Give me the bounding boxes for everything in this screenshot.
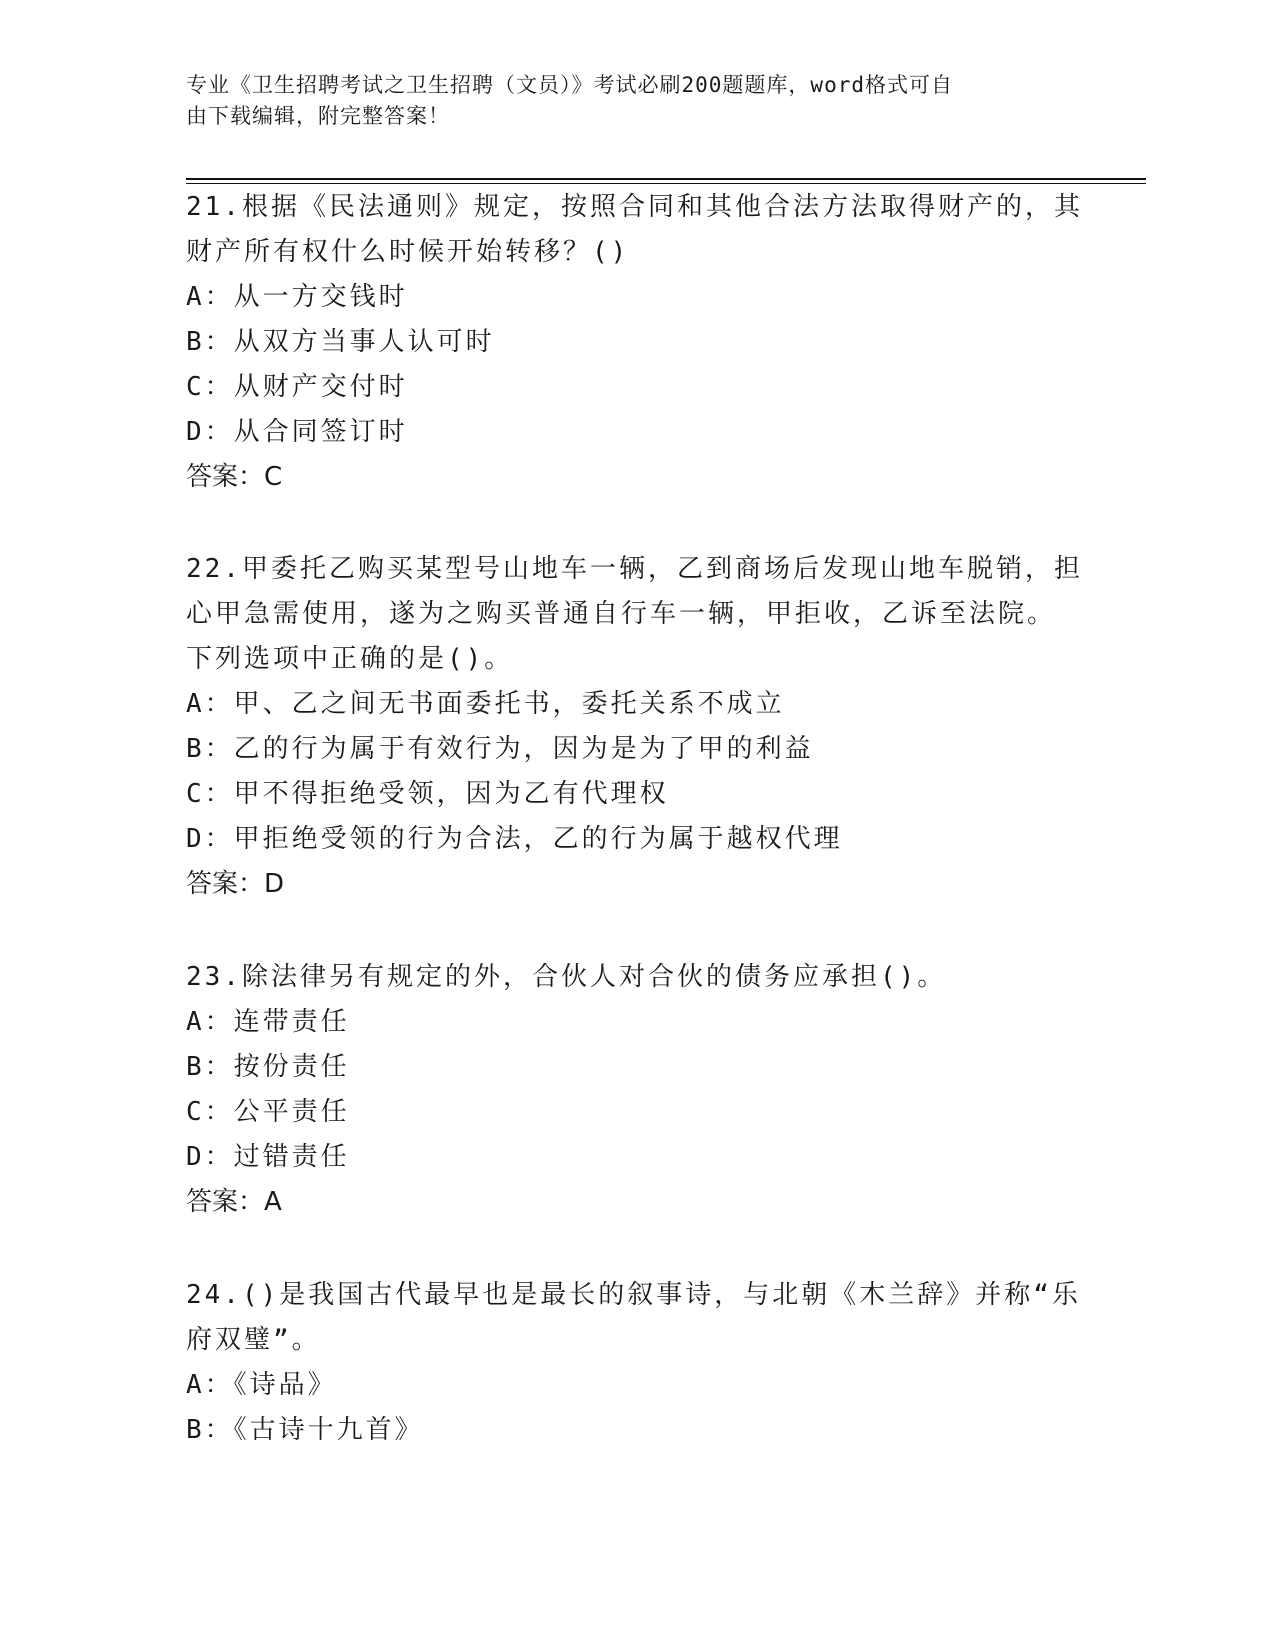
header-divider	[186, 178, 1146, 184]
question-stem-line: 24.()是我国古代最早也是最长的叙事诗，与北朝《木兰辞》并称“乐	[186, 1280, 1081, 1310]
option-a: A：甲、乙之间无书面委托书，委托关系不成立	[186, 689, 785, 719]
option-a: A：从一方交钱时	[186, 282, 408, 312]
answer: 答案：C	[186, 462, 283, 492]
option-c: C：公平责任	[186, 1097, 350, 1127]
answer: 答案：A	[186, 1187, 282, 1217]
option-d: D：甲拒绝受领的行为合法，乙的行为属于越权代理	[186, 824, 843, 854]
option-b: B：从双方当事人认可时	[186, 327, 495, 357]
question-24	[186, 1273, 1146, 1453]
document-header	[186, 70, 1146, 132]
option-d: D：从合同签订时	[186, 417, 408, 447]
answer: 答案：D	[186, 869, 285, 899]
option-c: C：从财产交付时	[186, 372, 408, 402]
option-a: A：连带责任	[186, 1007, 350, 1037]
question-stem-line: 21.根据《民法通则》规定，按照合同和其他合法方法取得财产的，其	[186, 192, 1083, 222]
question-21	[186, 185, 1146, 500]
question-stem-line: 下列选项中正确的是()。	[186, 644, 514, 674]
divider-thick-line	[186, 178, 1146, 180]
option-b: B：按份责任	[186, 1052, 350, 1082]
option-d: D：过错责任	[186, 1142, 350, 1172]
header-line-1: 专业《卫生招聘考试之卫生招聘（文员）》考试必刷200题题库，word格式可自	[186, 73, 953, 97]
question-stem-line: 22.甲委托乙购买某型号山地车一辆，乙到商场后发现山地车脱销，担	[186, 554, 1083, 584]
divider-thin-line	[186, 183, 1146, 184]
option-b: B：《古诗十九首》	[186, 1415, 424, 1445]
question-stem-line: 府双璧”。	[186, 1325, 321, 1355]
option-a: A：《诗品》	[186, 1370, 337, 1400]
question-stem-line: 财产所有权什么时候开始转移？()	[186, 237, 630, 267]
header-line-2: 由下载编辑，附完整答案！	[186, 104, 450, 128]
question-stem-line: 心甲急需使用，遂为之购买普通自行车一辆，甲拒收，乙诉至法院。	[186, 599, 1057, 629]
question-23	[186, 955, 1146, 1225]
question-stem-line: 23.除法律另有规定的外，合伙人对合伙的债务应承担()。	[186, 962, 947, 992]
option-c: C：甲不得拒绝受领，因为乙有代理权	[186, 779, 669, 809]
option-b: B：乙的行为属于有效行为，因为是为了甲的利益	[186, 734, 814, 764]
question-22	[186, 547, 1146, 907]
